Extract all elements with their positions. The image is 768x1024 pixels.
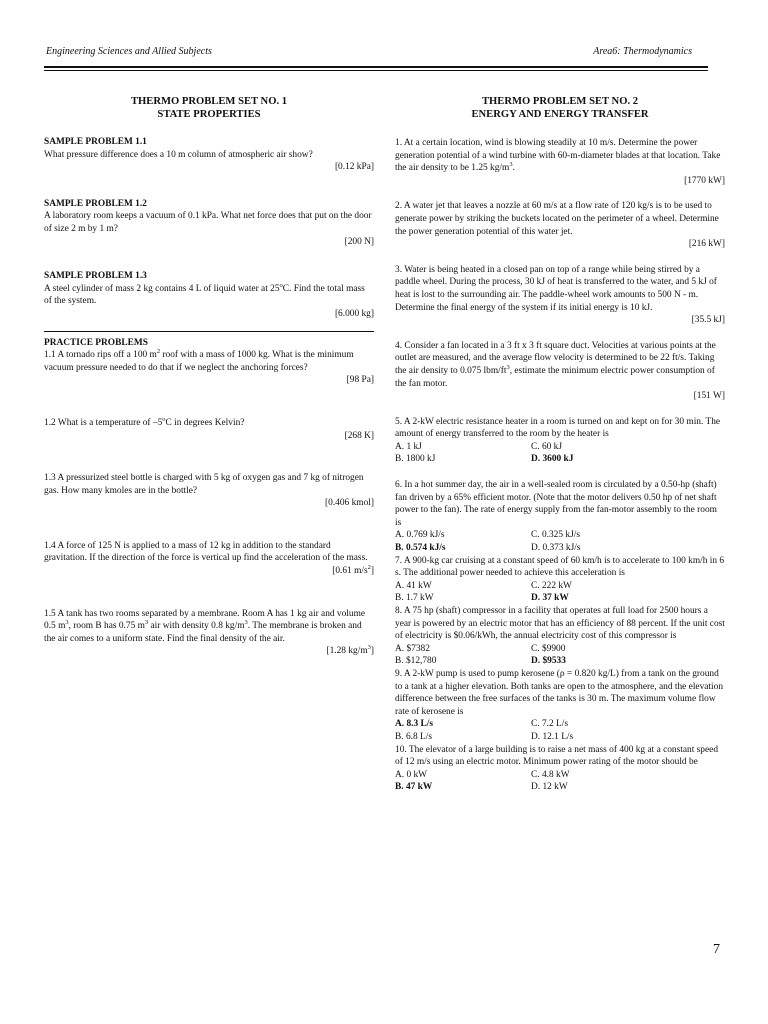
header-right: Area6: Thermodynamics	[593, 46, 692, 57]
answer: [1770 kW]	[684, 175, 725, 186]
practice-problem-1-4: 1.4 A force of 125 N is applied to a mass of 12 kg in addition to the standard gravitation. If the direction of the force is vertical up find the acceleration of the mass. [0.61 $m/s^2$]	[44, 540, 374, 577]
choices: A. 0 kW C. 4.8 kW B. 47 kW D. 12 kW	[395, 769, 570, 793]
header-left: Engineering Sciences and Allied Subjects	[46, 46, 212, 57]
right-column	[395, 95, 725, 794]
answer: [200 N]	[344, 236, 374, 247]
left-column	[44, 95, 374, 658]
left-column-title: THERMO PROBLEM SET NO. 1 STATE PROPERTIES	[130, 96, 288, 120]
problem-2-5: 5. A 2-kW electric resistance heater in a room is turned on and kept on for 30 min. The amount of energy transferred to the room by the heater is A. 1 kJ C. 60 kJ B. 1800 kJ D. 3600 kJ	[395, 416, 725, 466]
problem-2-10: 10. The elevator of a large building is to raise a net mass of 400 kg at a constant speed of 12 m/s using an electric motor. Minimum power rating of the motor should be A. 0 kW C. 4.8 kW B. 47 kW D. 12 kW	[395, 744, 725, 794]
choices: A. 8.3 L/s C. 7.2 L/s B. 6.8 L/s D. 12.1 L/s	[395, 719, 574, 742]
practice-problem-1-1: 1.1 A tornado rips off a 100 $m^2$ roof with a mass of 1000 kg. What is the minimum vacuum pressure needed to do that if we neglect the anchoring forces? [98 Pa]	[44, 348, 374, 386]
header-rule-thin	[44, 70, 708, 71]
practice-problem-1-5: 1.5 A tank has two rooms separated by a membrane. Room A has 1 kg air and volume 0.5 $m^3$, room B has 0.75 $m^3$ air with density 0.8 $kg/m^3$. The membrane is broken and the air comes to a uniform state. Find the final density of the air. [1.28 $kg/m^3$]	[44, 608, 374, 657]
sample-problem-1-2: SAMPLE PROBLEM 1.2 A laboratory room keeps a vacuum of 0.1 kPa. What net force does that put on the door of size 2 m by 1 m? [200 N]	[44, 198, 374, 247]
answer: [0.12 kPa]	[334, 162, 374, 173]
problem-2-6: 6. In a hot summer day, the air in a well-sealed room is circulated by a 0.50-hp (shaft) fan driven by a 65% efficient motor. (Note that the motor delivers 0.50 hp of net shaft power to the fan). The rate of energy supply from the fan-motor assembly to the room is A. 0.769 kJ/s C. 0.325 kJ/s B. 0.574 kJ/s D. 0.373 kJ/s	[395, 479, 725, 555]
choices: A. $7382 C. $9900 B. $12,780 D. $9533	[395, 643, 566, 667]
answer: [6.000 kg]	[334, 308, 374, 319]
practice-heading: PRACTICE PROBLEMS	[44, 337, 148, 348]
sample-problem-1-3: SAMPLE PROBLEM 1.3 A steel cylinder of mass 2 kg contains 4 L of liquid water at 25$^o$C. Find the total mass of the system. [6.000 kg]	[44, 271, 374, 319]
problem-2-9: 9. A 2-kW pump is used to pump kerosene (ρ = 0.820 kg/L) from a tank on the ground to a tank at a higher elevation. Both tanks are open to the atmosphere, and the elevation difference between the free surfaces of the tanks is 30 m. The maximum volume flow rate of kerosene is A. 8.3 L/s C. 7.2 L/s B. 6.8 L/s D. 12.1 L/s	[395, 668, 724, 742]
practice-problem-1-3: 1.3 A pressurized steel bottle is charged with 5 kg of oxygen gas and 7 kg of nitrogen gas. How many kmoles are in the bottle? [0.406 kmol]	[44, 473, 374, 509]
choices: A. 0.769 kJ/s C. 0.325 kJ/s B. 0.574 kJ/s D. 0.373 kJ/s	[395, 530, 581, 554]
page-number: 7	[713, 942, 720, 957]
problem-2-4: 4. Consider a fan located in a 3 ft x 3 ft square duct. Velocities at various points at the outlet are measured, and the average flow velocity is determined to be 22 ft/s. Taking the air density to 0.075 lbm/$ft^3$, estimate the minimum electric power consumption of the fan motor. [151 W]	[395, 340, 725, 402]
answer: [0.61 $m/s^2$]	[332, 563, 374, 577]
practice-problem-1-2: 1.2 What is a temperature of –5$^o$C in degrees Kelvin? [268 K]	[44, 415, 374, 441]
choices: A. 41 kW C. 222 kW B. 1.7 kW D. 37 kW	[395, 580, 572, 604]
header-rule-thick	[44, 66, 708, 68]
answer: [216 kW]	[688, 239, 725, 250]
problem-2-3: 3. Water is being heated in a closed pan on top of a range while being stirred by a paddle wheel. During the process, 30 kJ of heat is transferred to the water, and 5 kJ of heat is lost to the surrounding air. The paddle-wheel work amounts to 500 N - m. Determine the final energy of the system if its initial energy is 10 kJ. [35.5 kJ]	[395, 264, 725, 326]
problem-2-1: 1. At a certain location, wind is blowing steadily at 10 m/s. Determine the power generation potential of a wind turbine with 60-m-diameter blades at that location. Take the air density to be 1.25 $kg/m^3$. [1770 kW]	[395, 138, 725, 186]
problem-2-7: 7. A 900-kg car cruising at a constant speed of 60 km/h is to accelerate to 100 km/h in 6 s. The additional power needed to achieve this acceleration is A. 41 kW C. 222 kW B. 1.7 kW D. 37 kW	[395, 555, 725, 604]
sample-problem-1-1: SAMPLE PROBLEM 1.1 What pressure difference does a 10 m column of atmospheric air show? [0.12 kPa]	[44, 137, 374, 173]
answer: [1.28 $kg/m^3$]	[326, 644, 374, 657]
section-divider	[44, 331, 374, 332]
problem-2-8: 8. A 75 hp (shaft) compressor in a facility that operates at full load for 2500 hours a year is powered by an electric motor that has an efficiency of 88 percent. If the unit cost of electricity is $0.06/kWh, the annual electricity cost of this compressor is A. $7382 C. $9900 B. $12,780 D. $9533	[395, 606, 725, 667]
right-column-title: THERMO PROBLEM SET NO. 2 ENERGY AND ENERGY TRANSFER	[471, 96, 649, 120]
choices: A. 1 kJ C. 60 kJ B. 1800 kJ D. 3600 kJ	[395, 441, 574, 465]
answer: [98 Pa]	[346, 375, 374, 386]
answer: [35.5 kJ]	[691, 315, 725, 326]
problem-2-2: 2. A water jet that leaves a nozzle at 60 m/s at a flow rate of 120 kg/s is to be used to generate power by striking the buckets located on the perimeter of a wheel. Determine the power generation potential of this water jet. [216 kW]	[395, 201, 725, 250]
answer: [268 K]	[344, 430, 374, 441]
answer: [0.406 kmol]	[325, 498, 374, 509]
answer: [151 W]	[693, 391, 725, 402]
